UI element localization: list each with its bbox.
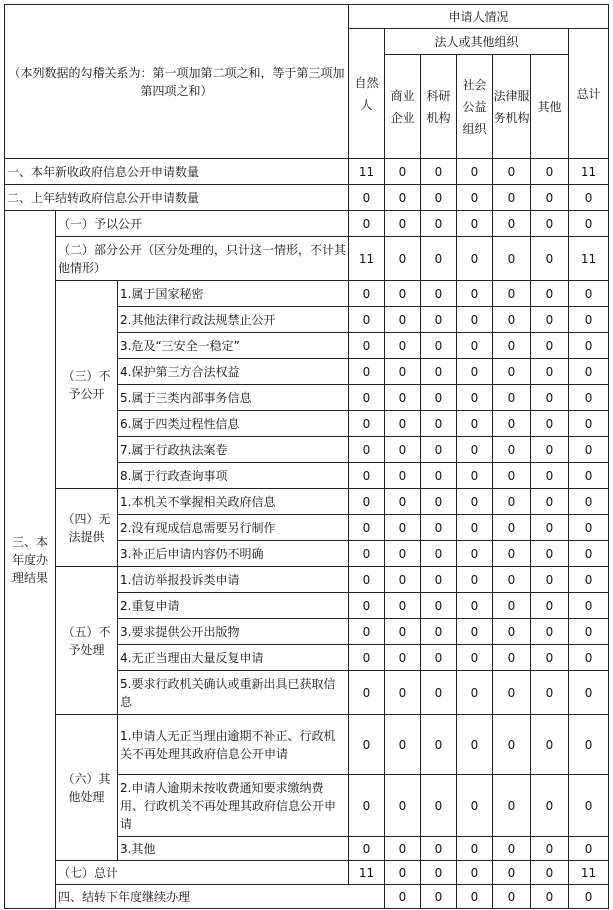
cell-value: 0 (457, 463, 493, 489)
row-label: 6.属于四类过程性信息 (118, 411, 349, 437)
cell-value: 0 (349, 333, 385, 359)
header-public-welfare: 社会公益组织 (457, 55, 493, 159)
cell-value: 0 (421, 185, 457, 211)
cell-value: 0 (493, 619, 531, 645)
cell-value: 0 (421, 515, 457, 541)
cell-value: 11 (569, 861, 609, 885)
cell-value: 0 (385, 237, 421, 281)
cell-value: 0 (385, 619, 421, 645)
cell-value: 0 (421, 567, 457, 593)
cell-value: 0 (569, 541, 609, 567)
cell-value: 0 (457, 159, 493, 185)
cell-value: 0 (569, 463, 609, 489)
cell-value: 11 (569, 159, 609, 185)
cell-value: 0 (493, 159, 531, 185)
cell-value: 0 (493, 775, 531, 837)
cell-value: 0 (421, 211, 457, 237)
cell-value: 0 (385, 359, 421, 385)
cell-value: 0 (385, 489, 421, 515)
cell-value: 0 (531, 541, 569, 567)
cell-value: 0 (421, 671, 457, 715)
cell-value: 0 (385, 567, 421, 593)
cell-value: 0 (457, 645, 493, 671)
cell-value: 0 (569, 185, 609, 211)
cell-value: 0 (349, 775, 385, 837)
cell-value: 0 (493, 281, 531, 307)
cell-value: 0 (349, 671, 385, 715)
cell-value: 0 (569, 515, 609, 541)
cell-value: 0 (421, 385, 457, 411)
cell-value: 0 (493, 463, 531, 489)
cell-value: 0 (421, 359, 457, 385)
header-other: 其他 (531, 55, 569, 159)
cell-value: 0 (531, 489, 569, 515)
cell-value: 0 (531, 837, 569, 861)
row-label: 3.其他 (118, 837, 349, 861)
cell-value: 0 (385, 645, 421, 671)
cell-value: 0 (385, 541, 421, 567)
cell-value: 0 (569, 567, 609, 593)
cell-value: 0 (457, 593, 493, 619)
row-label: 4.保护第三方合法权益 (118, 359, 349, 385)
cell-value: 0 (531, 333, 569, 359)
cell-value: 0 (569, 837, 609, 861)
cell-value: 0 (385, 411, 421, 437)
cell-value: 11 (349, 861, 385, 885)
cell-value: 0 (385, 885, 421, 909)
cell-value: 0 (493, 237, 531, 281)
cell-value: 0 (457, 541, 493, 567)
group-4-label: （四）无法提供 (56, 489, 118, 567)
row-label: 5.属于三类内部事务信息 (118, 385, 349, 411)
cell-value: 0 (457, 619, 493, 645)
cell-value: 0 (493, 385, 531, 411)
row-label: 2.其他法律行政法规禁止公开 (118, 307, 349, 333)
cell-value: 0 (349, 645, 385, 671)
cell-value: 0 (421, 333, 457, 359)
cell-value: 0 (421, 281, 457, 307)
cell-value: 0 (531, 619, 569, 645)
cell-value: 0 (531, 861, 569, 885)
section-3-label: 三、本年度办理结果 (5, 211, 56, 909)
cell-value: 0 (531, 437, 569, 463)
cell-value: 0 (457, 671, 493, 715)
cell-value: 0 (421, 715, 457, 775)
table-row (5, 237, 609, 281)
cell-value: 0 (457, 567, 493, 593)
row-label: 3.补正后申请内容仍不明确 (118, 541, 349, 567)
cell-value: 11 (349, 159, 385, 185)
cell-value: 0 (385, 281, 421, 307)
cell-value: 0 (457, 359, 493, 385)
cell-value: 0 (457, 385, 493, 411)
cell-value: 0 (493, 671, 531, 715)
table-row (5, 715, 609, 775)
cell-value: 0 (421, 159, 457, 185)
cell-value: 0 (349, 489, 385, 515)
cell-value: 0 (569, 359, 609, 385)
cell-value: 0 (569, 307, 609, 333)
cell-value: 0 (569, 885, 609, 909)
row-label: 二、上年结转政府信息公开申请数量 (5, 185, 349, 211)
row-label: （七）总计 (56, 861, 349, 885)
cell-value: 0 (531, 593, 569, 619)
cell-value: 0 (457, 885, 493, 909)
cell-value: 0 (349, 385, 385, 411)
cell-value: 0 (531, 567, 569, 593)
cell-value: 0 (349, 211, 385, 237)
header-commercial: 商业企业 (385, 55, 421, 159)
table-row (5, 159, 609, 185)
cell-value: 0 (531, 211, 569, 237)
cell-value: 0 (531, 385, 569, 411)
cell-value: 0 (457, 775, 493, 837)
row-label: 7.属于行政执法案卷 (118, 437, 349, 463)
cell-value: 0 (531, 159, 569, 185)
row-label: 一、本年新收政府信息公开申请数量 (5, 159, 349, 185)
cell-value: 0 (493, 185, 531, 211)
cell-value: 0 (457, 333, 493, 359)
table-row (5, 567, 609, 593)
cell-value: 0 (531, 411, 569, 437)
table-row (5, 211, 609, 237)
cell-value: 0 (349, 837, 385, 861)
cell-value: 11 (349, 237, 385, 281)
cell-value: 0 (531, 281, 569, 307)
header-natural-person: 自然人 (349, 29, 385, 159)
cell-value: 0 (385, 211, 421, 237)
cell-value: 0 (569, 715, 609, 775)
cell-value: 0 (349, 185, 385, 211)
cell-value: 0 (493, 333, 531, 359)
cell-value: 0 (421, 541, 457, 567)
row-label: 1.申请人无正当理由逾期不补正、行政机关不再处理其政府信息公开申请 (118, 715, 349, 775)
row-label: 1.信访举报投诉类申请 (118, 567, 349, 593)
cell-value: 0 (569, 593, 609, 619)
cell-value: 0 (457, 281, 493, 307)
cell-value: 0 (569, 619, 609, 645)
cell-value: 0 (531, 885, 569, 909)
row-label: 2.申请人逾期未按收费通知要求缴纳费用、行政机关不再处理其政府信息公开申请 (118, 775, 349, 837)
row-label: 3.要求提供公开出版物 (118, 619, 349, 645)
cell-value: 0 (569, 671, 609, 715)
cell-value: 0 (457, 185, 493, 211)
cell-value: 0 (385, 385, 421, 411)
cell-value: 0 (349, 567, 385, 593)
header-applicant-situation: 申请人情况 (349, 5, 609, 29)
cell-value: 0 (349, 593, 385, 619)
cell-value: 0 (385, 775, 421, 837)
cell-value: 0 (457, 715, 493, 775)
row-label: 2.没有现成信息需要另行制作 (118, 515, 349, 541)
cell-value: 0 (531, 645, 569, 671)
cell-value: 0 (531, 515, 569, 541)
disclosure-statistics-table (4, 4, 609, 909)
cell-value: 0 (421, 593, 457, 619)
cell-value: 0 (457, 437, 493, 463)
cell-value: 0 (385, 515, 421, 541)
cell-value: 0 (493, 541, 531, 567)
cell-value: 0 (457, 211, 493, 237)
cell-value: 0 (569, 489, 609, 515)
table-row (5, 861, 609, 885)
cell-value: 0 (421, 645, 457, 671)
row-label: （一）予以公开 (56, 211, 349, 237)
cell-value: 0 (531, 359, 569, 385)
cell-value: 0 (457, 237, 493, 281)
cell-value: 0 (421, 411, 457, 437)
header-research: 科研机构 (421, 55, 457, 159)
row-label: （二）部分公开（区分处理的，只计这一情形，不计其他情形） (56, 237, 349, 281)
row-label: 四、结转下年度继续办理 (56, 885, 385, 909)
row-label: 1.本机关不掌握相关政府信息 (118, 489, 349, 515)
cell-value: 0 (421, 307, 457, 333)
table-row (5, 489, 609, 515)
cell-value: 0 (493, 837, 531, 861)
cell-value: 0 (531, 671, 569, 715)
cell-value: 0 (493, 593, 531, 619)
cell-value: 0 (493, 715, 531, 775)
cell-value: 0 (493, 515, 531, 541)
cell-value: 0 (421, 463, 457, 489)
header-legal-service: 法律服务机构 (493, 55, 531, 159)
cell-value: 0 (569, 211, 609, 237)
cell-value: 0 (349, 411, 385, 437)
cell-value: 0 (569, 281, 609, 307)
cell-value: 0 (421, 237, 457, 281)
cell-value: 0 (569, 333, 609, 359)
cell-value: 0 (493, 359, 531, 385)
cell-value: 0 (531, 237, 569, 281)
cell-value: 0 (421, 885, 457, 909)
cell-value: 0 (493, 307, 531, 333)
row-label: 3.危及“三安全一稳定” (118, 333, 349, 359)
cell-value: 0 (569, 775, 609, 837)
cell-value: 0 (421, 837, 457, 861)
header-total: 总计 (569, 29, 609, 159)
cell-value: 0 (349, 541, 385, 567)
cell-value: 11 (569, 237, 609, 281)
cell-value: 0 (493, 645, 531, 671)
cell-value: 0 (385, 307, 421, 333)
group-6-label: （六）其他处理 (56, 715, 118, 861)
cell-value: 0 (385, 463, 421, 489)
cell-value: 0 (531, 463, 569, 489)
table-row (5, 281, 609, 307)
cell-value: 0 (421, 489, 457, 515)
row-label: 1.属于国家秘密 (118, 281, 349, 307)
cell-value: 0 (457, 861, 493, 885)
cell-value: 0 (349, 307, 385, 333)
cell-value: 0 (531, 185, 569, 211)
cell-value: 0 (349, 359, 385, 385)
cell-value: 0 (385, 715, 421, 775)
cell-value: 0 (569, 645, 609, 671)
table-row (5, 885, 609, 909)
cell-value: 0 (457, 837, 493, 861)
cell-value: 0 (385, 837, 421, 861)
cell-value: 0 (457, 411, 493, 437)
cell-value: 0 (385, 333, 421, 359)
cell-value: 0 (493, 437, 531, 463)
cell-value: 0 (493, 411, 531, 437)
cell-value: 0 (349, 281, 385, 307)
cell-value: 0 (493, 567, 531, 593)
cell-value: 0 (385, 185, 421, 211)
cell-value: 0 (349, 619, 385, 645)
header-note: （本列数据的勾稽关系为：第一项加第二项之和，等于第三项加第四项之和） (5, 5, 349, 159)
row-label: 2.重复申请 (118, 593, 349, 619)
cell-value: 0 (349, 463, 385, 489)
cell-value: 0 (493, 211, 531, 237)
row-label: 4.无正当理由大量反复申请 (118, 645, 349, 671)
cell-value: 0 (569, 411, 609, 437)
cell-value: 0 (569, 437, 609, 463)
cell-value: 0 (385, 159, 421, 185)
group-5-label: （五）不予处理 (56, 567, 118, 715)
cell-value: 0 (421, 437, 457, 463)
header-row-1 (5, 5, 609, 29)
cell-value: 0 (457, 307, 493, 333)
cell-value: 0 (531, 307, 569, 333)
cell-value: 0 (421, 861, 457, 885)
cell-value: 0 (421, 775, 457, 837)
cell-value: 0 (531, 775, 569, 837)
cell-value: 0 (349, 515, 385, 541)
cell-value: 0 (493, 489, 531, 515)
cell-value: 0 (349, 437, 385, 463)
cell-value: 0 (385, 593, 421, 619)
header-legal-group: 法人或其他组织 (385, 29, 569, 55)
cell-value: 0 (493, 861, 531, 885)
table-row (5, 185, 609, 211)
cell-value: 0 (531, 715, 569, 775)
row-label: 8.属于行政查询事项 (118, 463, 349, 489)
cell-value: 0 (385, 671, 421, 715)
row-label: 5.要求行政机关确认或重新出具已获取信息 (118, 671, 349, 715)
cell-value: 0 (385, 437, 421, 463)
cell-value: 0 (493, 885, 531, 909)
cell-value: 0 (385, 861, 421, 885)
cell-value: 0 (457, 489, 493, 515)
cell-value: 0 (457, 515, 493, 541)
cell-value: 0 (349, 715, 385, 775)
cell-value: 0 (421, 619, 457, 645)
cell-value: 0 (569, 385, 609, 411)
group-3-label: （三）不予公开 (56, 281, 118, 489)
